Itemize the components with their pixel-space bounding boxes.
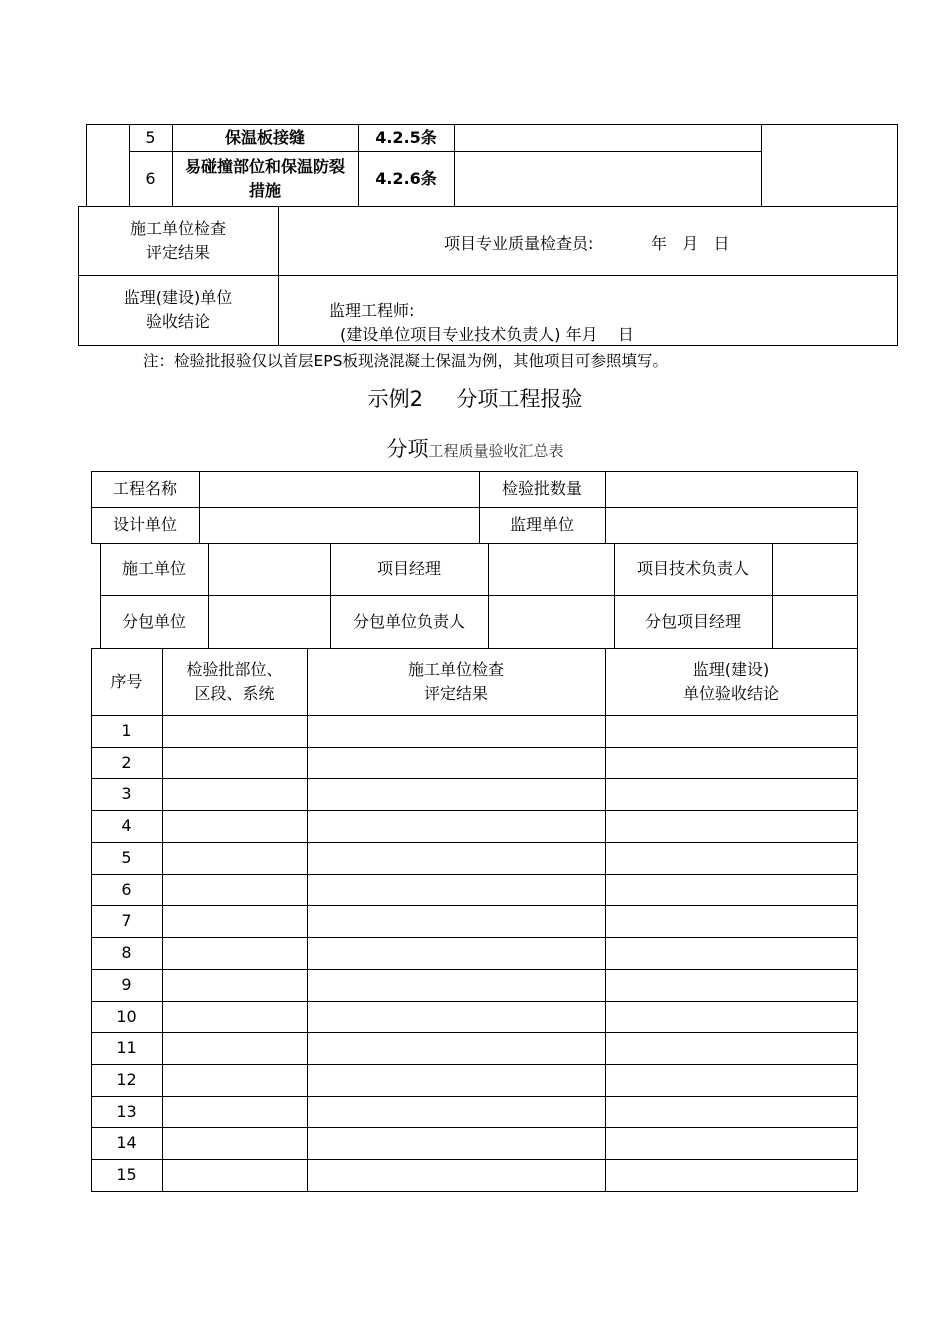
location-header: 检验批部位、 区段、系统 bbox=[186, 659, 283, 703]
table-row-number: 14 bbox=[116, 1133, 137, 1152]
table-row-number: 4 bbox=[121, 816, 132, 835]
table-row-number: 11 bbox=[116, 1038, 137, 1057]
constructor-result-label: 施工单位检查 评定结果 bbox=[129, 218, 226, 262]
design-unit-label: 设计单位 bbox=[112, 515, 177, 534]
supervisor-result-label: 监理(建设)单位 验收结论 bbox=[123, 288, 233, 331]
sub-unit-label: 分包单位 bbox=[121, 611, 186, 631]
project-name-label: 工程名称 bbox=[112, 479, 177, 498]
item-name: 易碰撞部位和保温防裂 措施 bbox=[184, 157, 345, 200]
tech-lead-label: 项目技术负责人 bbox=[636, 559, 749, 578]
table-row-number: 3 bbox=[121, 784, 132, 803]
seq-header: 序号 bbox=[110, 671, 143, 691]
construction-unit-label: 施工单位 bbox=[121, 559, 186, 578]
example-title: 示例2 分项工程报验 bbox=[367, 387, 583, 411]
supervisor-engineer-sign: 监理工程师: bbox=[329, 301, 415, 320]
footnote: 注：检验批报验仅以首层EPS板现浇混凝土保温为例，其他项目可参照填写。 bbox=[143, 352, 668, 370]
constructor-result-header: 施工单位检查 评定结果 bbox=[407, 659, 504, 703]
owner-tech-lead-sign: (建设单位项目专业技术负责人) 年月 日 bbox=[340, 325, 634, 344]
table-row-number: 9 bbox=[121, 975, 132, 994]
table-row-number: 7 bbox=[121, 911, 132, 930]
table-row-number: 8 bbox=[121, 943, 132, 962]
constructor-date: 年 月 日 bbox=[651, 234, 730, 253]
form-title bbox=[0, 433, 950, 463]
table-row-number: 6 bbox=[121, 880, 132, 899]
supervisor-result-header: 监理(建设) 单位验收结论 bbox=[682, 659, 779, 703]
table-row-number: 12 bbox=[116, 1070, 137, 1089]
row-number: 6 bbox=[145, 168, 156, 188]
form-title-small: 工程质量验收汇总表 bbox=[428, 442, 564, 460]
table-row-number: 5 bbox=[121, 848, 132, 867]
table-row-number: 15 bbox=[116, 1165, 137, 1184]
sub-lead-label: 分包单位负责人 bbox=[352, 611, 465, 631]
table-row-number: 10 bbox=[116, 1007, 137, 1026]
quality-inspector-sign: 项目专业质量检查员: bbox=[444, 234, 594, 253]
table-row-number: 13 bbox=[116, 1102, 137, 1121]
item-clause: 4.2.5条 bbox=[375, 127, 437, 147]
item-name: 保温板接缝 bbox=[224, 127, 305, 147]
row-number: 5 bbox=[145, 127, 156, 147]
batch-count-label: 检验批数量 bbox=[501, 479, 582, 498]
table-row-number: 2 bbox=[121, 753, 132, 772]
item-clause: 4.2.6条 bbox=[375, 168, 437, 188]
sub-manager-label: 分包项目经理 bbox=[644, 611, 741, 631]
form-title-big: 分项 bbox=[386, 437, 429, 461]
project-manager-label: 项目经理 bbox=[376, 559, 441, 578]
supervision-unit-label: 监理单位 bbox=[509, 515, 574, 534]
table-row-number: 1 bbox=[121, 721, 132, 740]
